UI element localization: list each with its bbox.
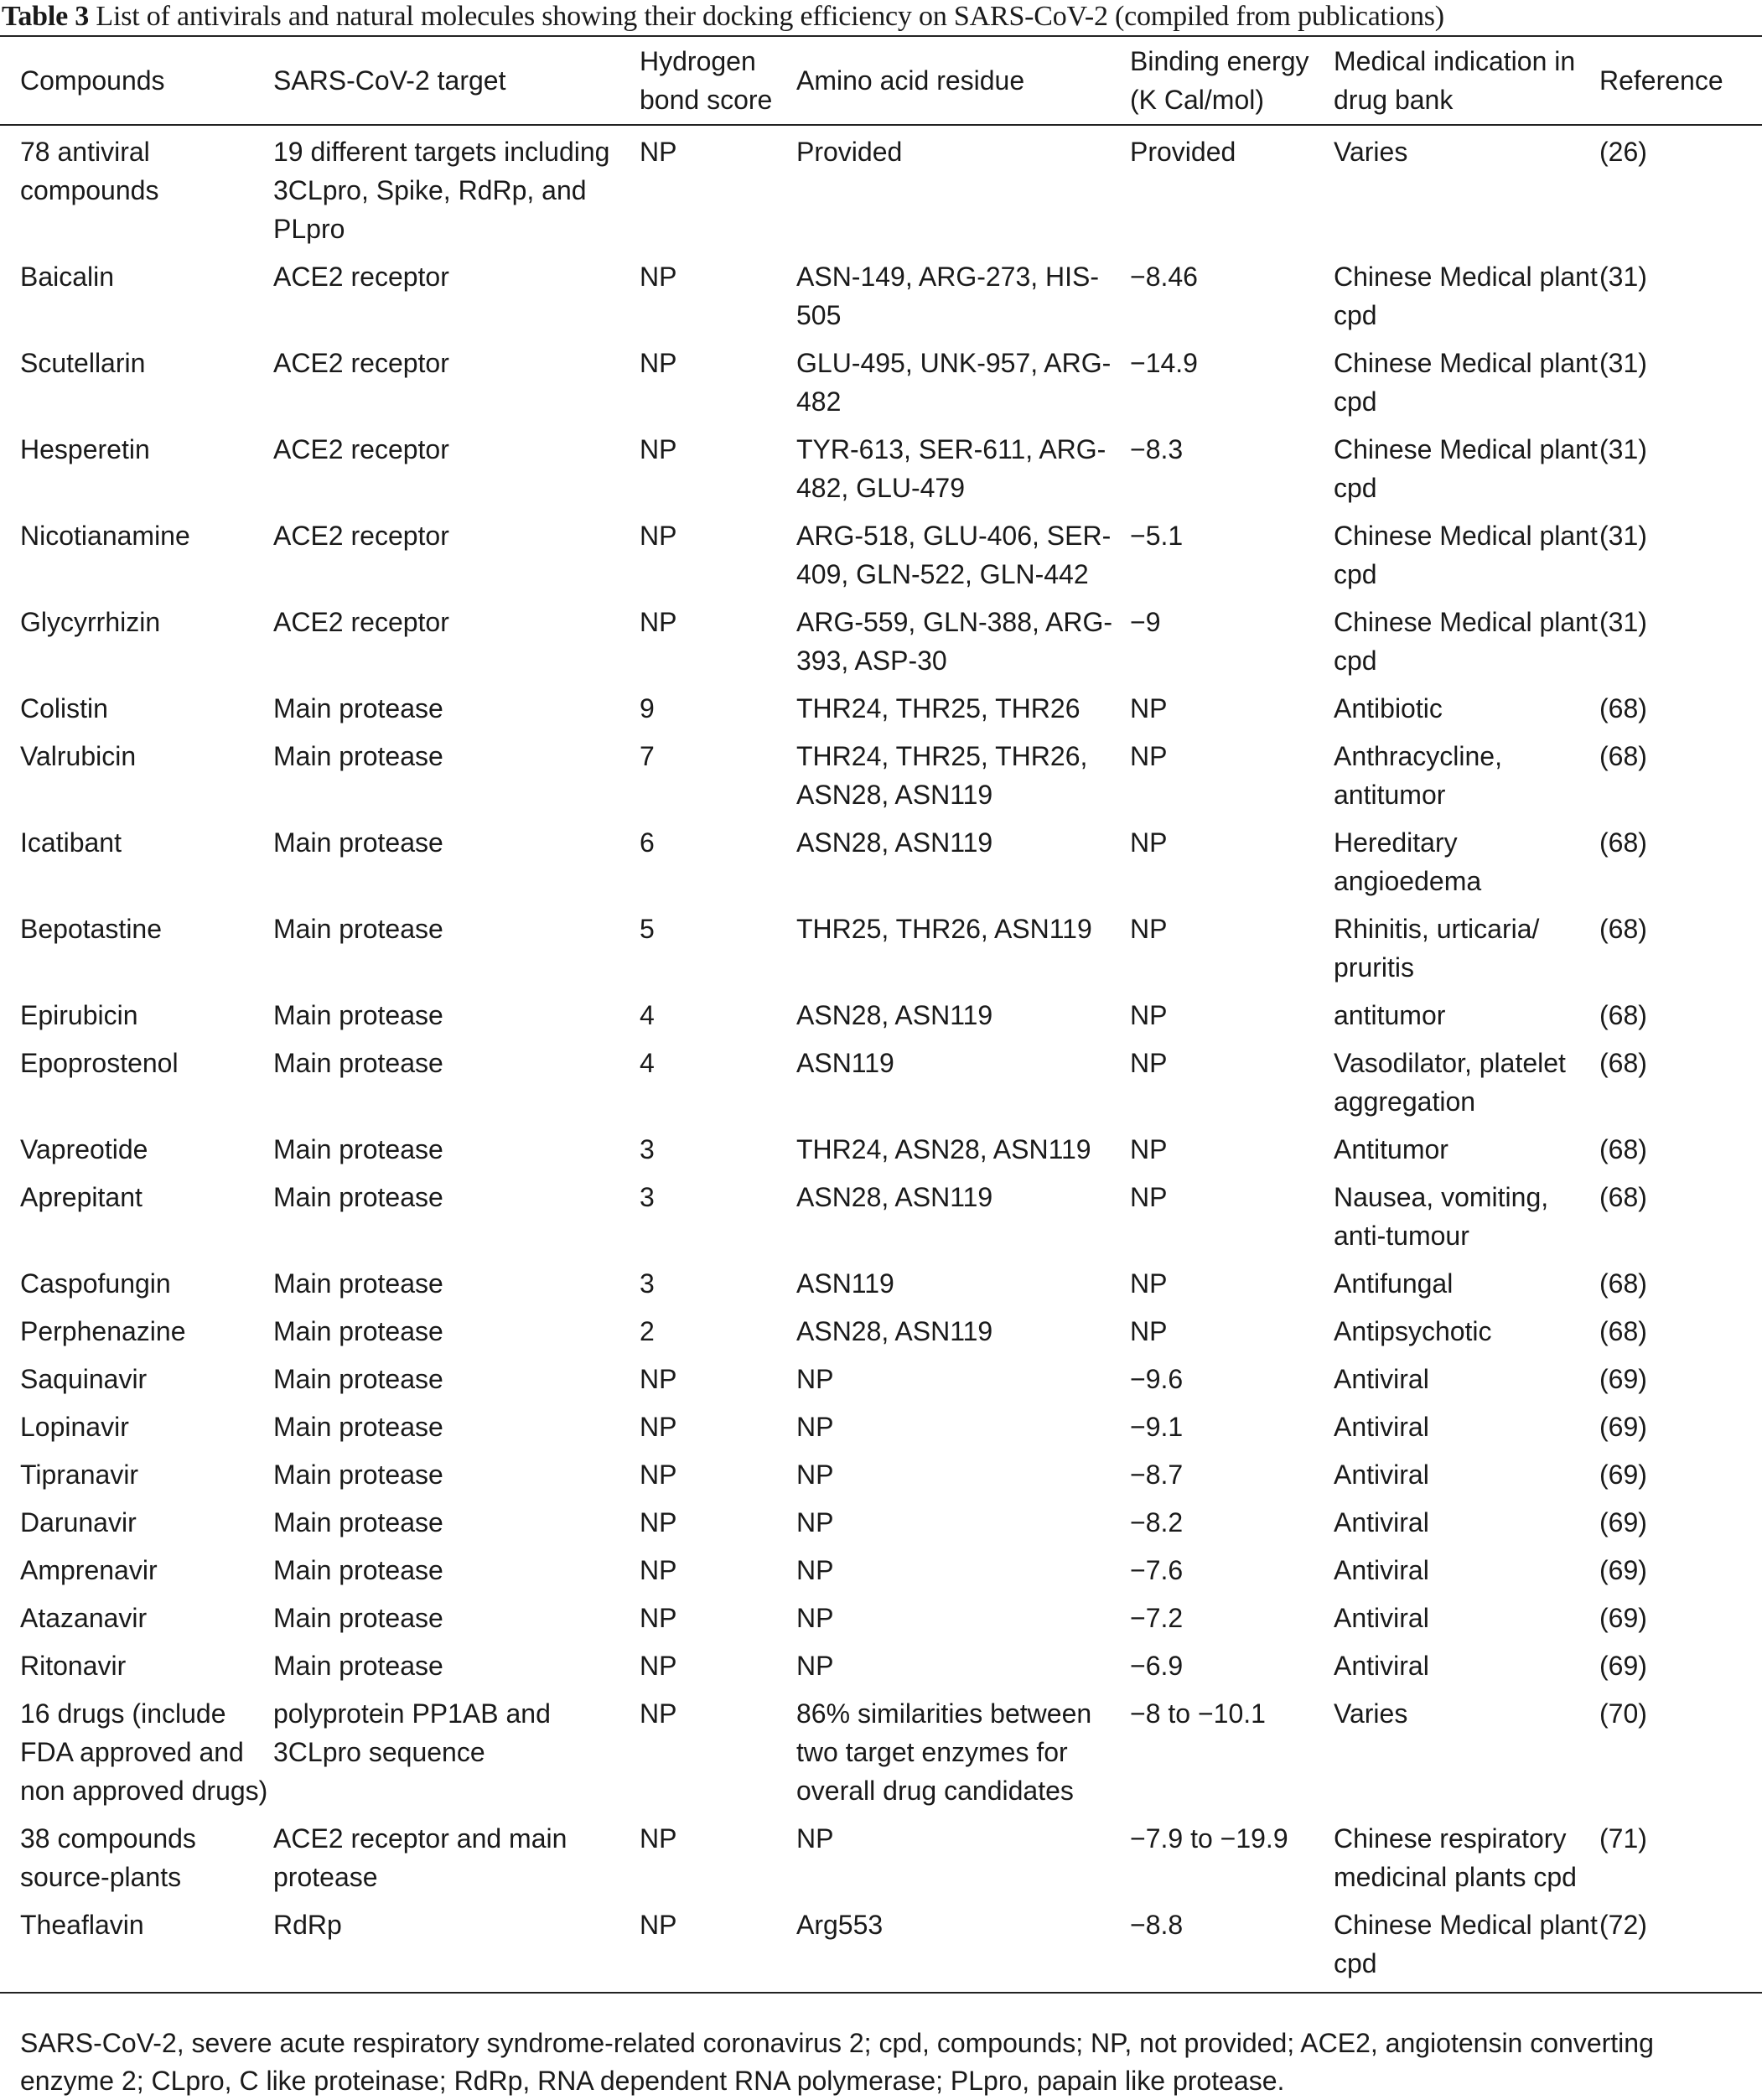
- cell-amino-acid: ARG-518, GLU-406, SER-409, GLN-522, GLN-442: [796, 521, 1112, 589]
- cell-target: Main protease: [273, 1268, 443, 1299]
- cell-indication: Varies: [1334, 1698, 1408, 1729]
- table-body: [0, 125, 1762, 1993]
- cell-hbond-score: 3: [640, 1268, 655, 1299]
- cell-compound: Glycyrrhizin: [20, 607, 161, 637]
- cell-amino-acid: THR25, THR26, ASN119: [796, 914, 1092, 944]
- table-row: [0, 737, 1762, 823]
- cell-reference: (68): [1599, 1268, 1647, 1299]
- cell-compound: Epoprostenol: [20, 1048, 179, 1078]
- cell-indication: Antiviral: [1334, 1651, 1429, 1681]
- cell-hbond-score: NP: [640, 1507, 677, 1537]
- cell-amino-acid: NP: [796, 1412, 834, 1442]
- cell-reference: (68): [1599, 1048, 1647, 1078]
- cell-amino-acid: NP: [796, 1651, 834, 1681]
- cell-amino-acid: TYR-613, SER-611, ARG-482, GLU-479: [796, 434, 1106, 503]
- cell-amino-acid: NP: [796, 1507, 834, 1537]
- cell-amino-acid: NP: [796, 1364, 834, 1394]
- table-row: [0, 603, 1762, 689]
- cell-reference: (68): [1599, 1316, 1647, 1346]
- cell-amino-acid: ASN28, ASN119: [796, 1000, 993, 1030]
- cell-reference: (69): [1599, 1507, 1647, 1537]
- cell-binding-energy: −5.1: [1130, 521, 1184, 551]
- cell-hbond-score: 4: [640, 1000, 655, 1030]
- cell-indication: Varies: [1334, 137, 1408, 167]
- cell-compound: Icatibant: [20, 827, 122, 858]
- cell-target: Main protease: [273, 1412, 443, 1442]
- cell-target: Main protease: [273, 1048, 443, 1078]
- table-footnote: SARS-CoV-2, severe acute respiratory syndrome-related coronavirus 2; cpd, compounds; NP, not provided; ACE2, angiotensin converting enzyme 2; CLpro, C like proteinase; RdRp, RNA dependent RNA polymerase; PLpro, papain like protease.: [20, 2028, 1654, 2096]
- cell-target: 19 different targets including 3CLpro, Spike, RdRp, and PLpro: [273, 137, 610, 244]
- cell-target: ACE2 receptor: [273, 521, 449, 551]
- cell-binding-energy: NP: [1130, 1182, 1168, 1212]
- cell-amino-acid: NP: [796, 1603, 834, 1633]
- cell-hbond-score: NP: [640, 1412, 677, 1442]
- cell-amino-acid: ASN-149, ARG-273, HIS-505: [796, 262, 1100, 330]
- cell-target: Main protease: [273, 827, 443, 858]
- cell-hbond-score: NP: [640, 607, 677, 637]
- cell-binding-energy: −9.6: [1130, 1364, 1184, 1394]
- table-row: [0, 1455, 1762, 1503]
- cell-binding-energy: −9: [1130, 607, 1161, 637]
- cell-reference: (31): [1599, 521, 1647, 551]
- cell-indication: Chinese Medical plant cpd: [1334, 1910, 1598, 1978]
- cell-reference: (72): [1599, 1910, 1647, 1940]
- cell-compound: Tipranavir: [20, 1460, 139, 1490]
- cell-binding-energy: NP: [1130, 914, 1168, 944]
- cell-compound: Epirubicin: [20, 1000, 138, 1030]
- cell-binding-energy: NP: [1130, 1316, 1168, 1346]
- table-row: [0, 1599, 1762, 1646]
- cell-target: Main protease: [273, 741, 443, 771]
- cell-binding-energy: −7.9 to −19.9: [1130, 1823, 1288, 1854]
- cell-amino-acid: THR24, THR25, THR26: [796, 693, 1081, 723]
- cell-indication: Antitumor: [1334, 1134, 1448, 1164]
- cell-reference: (31): [1599, 262, 1647, 292]
- cell-binding-energy: Provided: [1130, 137, 1236, 167]
- cell-binding-energy: −14.9: [1130, 348, 1198, 378]
- cell-target: Main protease: [273, 1460, 443, 1490]
- cell-binding-energy: −8 to −10.1: [1130, 1698, 1266, 1729]
- cell-reference: (68): [1599, 693, 1647, 723]
- cell-reference: (68): [1599, 1134, 1647, 1164]
- cell-binding-energy: −8.8: [1130, 1910, 1184, 1940]
- table-caption-text: List of antivirals and natural molecules showing their docking efficiency on SARS-CoV-2 (compiled from publications): [89, 1, 1444, 32]
- cell-amino-acid: NP: [796, 1823, 834, 1854]
- cell-compound: Scutellarin: [20, 348, 146, 378]
- cell-hbond-score: 6: [640, 827, 655, 858]
- cell-amino-acid: ASN28, ASN119: [796, 1316, 993, 1346]
- cell-amino-acid: ASN119: [796, 1048, 894, 1078]
- cell-compound: Aprepitant: [20, 1182, 143, 1212]
- cell-binding-energy: NP: [1130, 1134, 1168, 1164]
- cell-hbond-score: 3: [640, 1182, 655, 1212]
- cell-reference: (68): [1599, 1182, 1647, 1212]
- table-row: [0, 125, 1762, 257]
- cell-target: Main protease: [273, 693, 443, 723]
- cell-binding-energy: NP: [1130, 1000, 1168, 1030]
- cell-reference: (68): [1599, 827, 1647, 858]
- cell-compound: Nicotianamine: [20, 521, 190, 551]
- cell-indication: Antiviral: [1334, 1507, 1429, 1537]
- cell-hbond-score: NP: [640, 348, 677, 378]
- cell-indication: Anthracycline, antitumor: [1334, 741, 1502, 810]
- cell-indication: Antifungal: [1334, 1268, 1454, 1299]
- cell-binding-energy: −6.9: [1130, 1651, 1184, 1681]
- cell-indication: Antiviral: [1334, 1603, 1429, 1633]
- cell-indication: Antiviral: [1334, 1555, 1429, 1585]
- column-header-binding-energy: Binding energy (K Cal/mol): [1130, 46, 1309, 115]
- cell-compound: Caspofungin: [20, 1268, 171, 1299]
- cell-reference: (71): [1599, 1823, 1647, 1854]
- cell-amino-acid: Provided: [796, 137, 903, 167]
- cell-hbond-score: NP: [640, 1698, 677, 1729]
- cell-amino-acid: ARG-559, GLN-388, ARG-393, ASP-30: [796, 607, 1113, 676]
- cell-target: ACE2 receptor and main protease: [273, 1823, 567, 1892]
- cell-compound: Baicalin: [20, 262, 115, 292]
- cell-target: ACE2 receptor: [273, 262, 449, 292]
- cell-hbond-score: NP: [640, 137, 677, 167]
- cell-hbond-score: NP: [640, 521, 677, 551]
- cell-amino-acid: THR24, ASN28, ASN119: [796, 1134, 1091, 1164]
- cell-indication: antitumor: [1334, 1000, 1446, 1030]
- cell-target: Main protease: [273, 1000, 443, 1030]
- cell-hbond-score: NP: [640, 1460, 677, 1490]
- table-row: [0, 1130, 1762, 1178]
- cell-compound: Theaflavin: [20, 1910, 144, 1940]
- cell-compound: Colistin: [20, 693, 108, 723]
- column-header-target: SARS-CoV-2 target: [273, 65, 506, 96]
- cell-compound: Vapreotide: [20, 1134, 148, 1164]
- cell-reference: (31): [1599, 607, 1647, 637]
- cell-binding-energy: −8.46: [1130, 262, 1198, 292]
- cell-amino-acid: NP: [796, 1460, 834, 1490]
- cell-compound: 78 antiviral compounds: [20, 137, 159, 205]
- cell-compound: Saquinavir: [20, 1364, 148, 1394]
- cell-indication: Hereditary angioedema: [1334, 827, 1482, 896]
- cell-target: ACE2 receptor: [273, 607, 449, 637]
- cell-target: RdRp: [273, 1910, 342, 1940]
- cell-indication: Chinese Medical plant cpd: [1334, 607, 1598, 676]
- cell-amino-acid: ASN119: [796, 1268, 894, 1299]
- cell-target: Main protease: [273, 1316, 443, 1346]
- cell-reference: (70): [1599, 1698, 1647, 1729]
- cell-amino-acid: ASN28, ASN119: [796, 827, 993, 858]
- cell-amino-acid: ASN28, ASN119: [796, 1182, 993, 1212]
- cell-amino-acid: Arg553: [796, 1910, 884, 1940]
- cell-reference: (69): [1599, 1364, 1647, 1394]
- cell-amino-acid: 86% similarities between two target enzymes for overall drug candidates: [796, 1698, 1092, 1806]
- cell-indication: Nausea, vomiting, anti-tumour: [1334, 1182, 1549, 1251]
- cell-reference: (68): [1599, 914, 1647, 944]
- column-header-compounds: Compounds: [20, 65, 165, 96]
- cell-reference: (69): [1599, 1460, 1647, 1490]
- cell-hbond-score: 2: [640, 1316, 655, 1346]
- cell-compound: Bepotastine: [20, 914, 163, 944]
- cell-compound: Lopinavir: [20, 1412, 129, 1442]
- cell-compound: 38 compounds source-plants: [20, 1823, 196, 1892]
- cell-hbond-score: NP: [640, 1823, 677, 1854]
- table-row: [0, 910, 1762, 996]
- cell-indication: Antipsychotic: [1334, 1316, 1492, 1346]
- cell-amino-acid: NP: [796, 1555, 834, 1585]
- cell-binding-energy: NP: [1130, 827, 1168, 858]
- docking-table: [0, 35, 1762, 1994]
- cell-hbond-score: NP: [640, 1555, 677, 1585]
- cell-compound: Ritonavir: [20, 1651, 127, 1681]
- cell-reference: (69): [1599, 1603, 1647, 1633]
- cell-amino-acid: GLU-495, UNK-957, ARG-482: [796, 348, 1112, 417]
- column-header-amino-acid: Amino acid residue: [796, 65, 1025, 96]
- table-row: [0, 1312, 1762, 1360]
- cell-reference: (69): [1599, 1412, 1647, 1442]
- cell-target: ACE2 receptor: [273, 434, 449, 464]
- table-row: [0, 1551, 1762, 1599]
- cell-reference: (31): [1599, 348, 1647, 378]
- cell-hbond-score: NP: [640, 1603, 677, 1633]
- table-caption-label: Table 3: [2, 1, 90, 32]
- table-row: [0, 996, 1762, 1044]
- cell-binding-energy: −8.7: [1130, 1460, 1184, 1490]
- cell-indication: Antiviral: [1334, 1364, 1429, 1394]
- table-row: [0, 1503, 1762, 1551]
- cell-reference: (26): [1599, 137, 1647, 167]
- table-row: [0, 1694, 1762, 1819]
- cell-compound: Valrubicin: [20, 741, 137, 771]
- cell-hbond-score: NP: [640, 434, 677, 464]
- cell-hbond-score: 9: [640, 693, 655, 723]
- cell-target: Main protease: [273, 1134, 443, 1164]
- table-row: [0, 1906, 1762, 1993]
- table-row: [0, 689, 1762, 737]
- cell-target: Main protease: [273, 1651, 443, 1681]
- column-header-hbond-score: Hydrogen bond score: [640, 46, 773, 115]
- cell-binding-energy: −8.2: [1130, 1507, 1184, 1537]
- cell-target: Main protease: [273, 1507, 443, 1537]
- table-row: [0, 257, 1762, 344]
- cell-compound: Atazanavir: [20, 1603, 148, 1633]
- cell-hbond-score: NP: [640, 1651, 677, 1681]
- cell-reference: (68): [1599, 1000, 1647, 1030]
- table-caption: [2, 0, 1760, 34]
- cell-target: polyprotein PP1AB and 3CLpro sequence: [273, 1698, 551, 1767]
- cell-indication: Chinese Medical plant cpd: [1334, 521, 1598, 589]
- cell-reference: (68): [1599, 741, 1647, 771]
- cell-target: Main protease: [273, 1364, 443, 1394]
- cell-binding-energy: NP: [1130, 741, 1168, 771]
- cell-hbond-score: 4: [640, 1048, 655, 1078]
- cell-indication: Chinese Medical plant cpd: [1334, 348, 1598, 417]
- cell-target: ACE2 receptor: [273, 348, 449, 378]
- cell-binding-energy: −7.6: [1130, 1555, 1184, 1585]
- cell-hbond-score: NP: [640, 1910, 677, 1940]
- table-row: [0, 1408, 1762, 1455]
- table-row: [0, 516, 1762, 603]
- table-row: [0, 1819, 1762, 1906]
- cell-target: Main protease: [273, 1603, 443, 1633]
- cell-hbond-score: 7: [640, 741, 655, 771]
- column-header-reference: Reference: [1599, 65, 1723, 96]
- cell-reference: (69): [1599, 1651, 1647, 1681]
- cell-binding-energy: −8.3: [1130, 434, 1184, 464]
- table-row: [0, 1178, 1762, 1264]
- table-header-row: [0, 36, 1762, 125]
- cell-target: Main protease: [273, 1555, 443, 1585]
- cell-hbond-score: 3: [640, 1134, 655, 1164]
- table-row: [0, 823, 1762, 910]
- cell-hbond-score: NP: [640, 262, 677, 292]
- cell-binding-energy: NP: [1130, 693, 1168, 723]
- cell-target: Main protease: [273, 1182, 443, 1212]
- cell-hbond-score: 5: [640, 914, 655, 944]
- cell-binding-energy: NP: [1130, 1048, 1168, 1078]
- cell-indication: Vasodilator, platelet aggregation: [1334, 1048, 1566, 1117]
- table-row: [0, 1044, 1762, 1130]
- cell-target: Main protease: [273, 914, 443, 944]
- cell-compound: Darunavir: [20, 1507, 137, 1537]
- cell-indication: Antiviral: [1334, 1412, 1429, 1442]
- table-row: [0, 1360, 1762, 1408]
- cell-reference: (69): [1599, 1555, 1647, 1585]
- cell-binding-energy: NP: [1130, 1268, 1168, 1299]
- cell-binding-energy: −9.1: [1130, 1412, 1184, 1442]
- cell-compound: Perphenazine: [20, 1316, 186, 1346]
- cell-amino-acid: THR24, THR25, THR26, ASN28, ASN119: [796, 741, 1088, 810]
- table-row: [0, 1264, 1762, 1312]
- cell-reference: (31): [1599, 434, 1647, 464]
- cell-binding-energy: −7.2: [1130, 1603, 1184, 1633]
- cell-indication: Chinese respiratory medicinal plants cpd: [1334, 1823, 1577, 1892]
- cell-hbond-score: NP: [640, 1364, 677, 1394]
- cell-indication: Antibiotic: [1334, 693, 1443, 723]
- column-header-indication: Medical indication in drug bank: [1334, 46, 1576, 115]
- cell-indication: Antiviral: [1334, 1460, 1429, 1490]
- cell-indication: Rhinitis, urticaria/ pruritis: [1334, 914, 1540, 983]
- cell-indication: Chinese Medical plant cpd: [1334, 262, 1598, 330]
- cell-compound: Amprenavir: [20, 1555, 158, 1585]
- table-row: [0, 344, 1762, 430]
- cell-indication: Chinese Medical plant cpd: [1334, 434, 1598, 503]
- table-row: [0, 430, 1762, 516]
- cell-compound: Hesperetin: [20, 434, 150, 464]
- table-row: [0, 1646, 1762, 1694]
- cell-compound: 16 drugs (include FDA approved and non approved drugs): [20, 1698, 268, 1806]
